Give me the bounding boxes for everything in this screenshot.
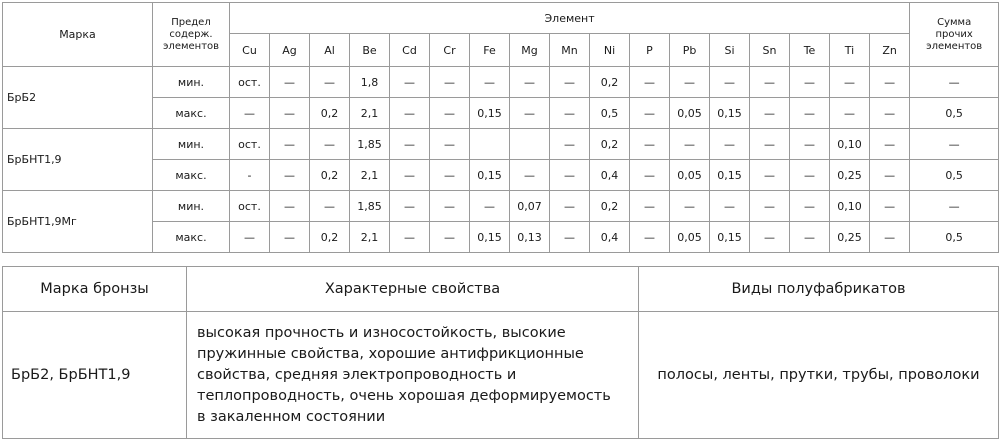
value-cell: 0,4 xyxy=(590,160,630,191)
value-cell: — xyxy=(910,191,999,222)
value-cell: — xyxy=(390,222,430,253)
value-cell: 0,10 xyxy=(830,191,870,222)
value-cell: — xyxy=(710,67,750,98)
value-cell: — xyxy=(430,129,470,160)
value-cell: — xyxy=(870,222,910,253)
limit-label-cell: макс. xyxy=(153,160,230,191)
value-cell: 0,5 xyxy=(910,222,999,253)
composition-table xyxy=(2,2,999,253)
table-row xyxy=(3,129,999,160)
value-cell: — xyxy=(790,191,830,222)
value-cell: 0,25 xyxy=(830,222,870,253)
value-cell: — xyxy=(630,191,670,222)
value-cell: — xyxy=(430,191,470,222)
value-cell: 0,10 xyxy=(830,129,870,160)
limit-label-cell: мин. xyxy=(153,67,230,98)
properties-row xyxy=(3,312,999,439)
value-cell: — xyxy=(870,129,910,160)
value-cell: — xyxy=(550,160,590,191)
value-cell: — xyxy=(550,191,590,222)
properties-text xyxy=(187,312,639,439)
value-cell: — xyxy=(630,160,670,191)
value-cell: — xyxy=(550,98,590,129)
properties-products: полосы, ленты, прутки, трубы, проволоки xyxy=(639,312,999,439)
value-cell: 1,85 xyxy=(350,191,390,222)
value-cell: — xyxy=(550,129,590,160)
value-cell: — xyxy=(270,67,310,98)
value-cell: — xyxy=(430,222,470,253)
value-cell: — xyxy=(790,160,830,191)
limit-label-cell: мин. xyxy=(153,129,230,160)
value-cell: ост. xyxy=(230,191,270,222)
value-cell: ост. xyxy=(230,67,270,98)
value-cell: — xyxy=(470,191,510,222)
value-cell: — xyxy=(270,160,310,191)
value-cell: 0,05 xyxy=(670,222,710,253)
value-cell: 0,05 xyxy=(670,98,710,129)
value-cell: 0,15 xyxy=(470,160,510,191)
value-cell: — xyxy=(510,98,550,129)
value-cell: 0,15 xyxy=(470,98,510,129)
value-cell: — xyxy=(750,222,790,253)
value-cell: — xyxy=(230,98,270,129)
table-row xyxy=(3,160,999,191)
value-cell: — xyxy=(390,160,430,191)
value-cell: — xyxy=(310,129,350,160)
element-symbol: Pb xyxy=(670,34,710,67)
value-cell: 0,5 xyxy=(590,98,630,129)
element-symbol: Al xyxy=(310,34,350,67)
value-cell: — xyxy=(750,67,790,98)
value-cell: - xyxy=(230,160,270,191)
element-symbol: Cu xyxy=(230,34,270,67)
value-cell: 0,13 xyxy=(510,222,550,253)
table-row xyxy=(3,191,999,222)
value-cell: — xyxy=(870,67,910,98)
value-cell: 0,07 xyxy=(510,191,550,222)
header-limit-line: Предел xyxy=(171,16,211,28)
value-cell: 0,2 xyxy=(310,98,350,129)
value-cell: — xyxy=(670,129,710,160)
element-symbol: P xyxy=(630,34,670,67)
header-marka: Марка xyxy=(3,3,153,67)
value-cell: — xyxy=(310,67,350,98)
value-cell: — xyxy=(750,98,790,129)
element-symbol: Te xyxy=(790,34,830,67)
value-cell: 0,2 xyxy=(590,67,630,98)
value-cell: 0,4 xyxy=(590,222,630,253)
value-cell: — xyxy=(710,191,750,222)
header-other-line: прочих xyxy=(935,28,973,40)
value-cell: — xyxy=(630,67,670,98)
table-row xyxy=(3,67,999,98)
value-cell: — xyxy=(710,129,750,160)
value-cell: 0,25 xyxy=(830,160,870,191)
value-cell: — xyxy=(430,67,470,98)
value-cell: — xyxy=(870,98,910,129)
value-cell: — xyxy=(630,222,670,253)
value-cell: 1,8 xyxy=(350,67,390,98)
value-cell: — xyxy=(910,67,999,98)
element-symbol: Mn xyxy=(550,34,590,67)
element-symbol: Be xyxy=(350,34,390,67)
value-cell: 0,15 xyxy=(470,222,510,253)
value-cell: — xyxy=(510,160,550,191)
value-cell: 2,1 xyxy=(350,160,390,191)
grade-cell: БрБНТ1,9Мг xyxy=(3,191,153,253)
value-cell: — xyxy=(870,191,910,222)
properties-line: свойства, средняя электропроводность и xyxy=(197,366,517,383)
value-cell: — xyxy=(470,67,510,98)
properties-line: пружинные свойства, хорошие антифрикционные xyxy=(197,345,584,362)
table-row xyxy=(3,222,999,253)
grade-cell: БрБ2 xyxy=(3,67,153,129)
value-cell: — xyxy=(910,129,999,160)
value-cell: 0,5 xyxy=(910,160,999,191)
value-cell: — xyxy=(430,98,470,129)
element-symbol: Cr xyxy=(430,34,470,67)
grade-cell: БрБНТ1,9 xyxy=(3,129,153,191)
properties-grade: БрБ2, БрБНТ1,9 xyxy=(3,312,187,439)
properties-table xyxy=(2,266,999,439)
value-cell: — xyxy=(830,67,870,98)
properties-line: теплопроводность, очень хорошая деформируемость xyxy=(197,387,611,404)
value-cell: 1,85 xyxy=(350,129,390,160)
value-cell: — xyxy=(270,129,310,160)
value-cell: 0,2 xyxy=(310,160,350,191)
limit-label-cell: макс. xyxy=(153,222,230,253)
value-cell: — xyxy=(790,222,830,253)
value-cell: 0,5 xyxy=(910,98,999,129)
header-products: Виды полуфабрикатов xyxy=(639,267,999,312)
value-cell: — xyxy=(750,129,790,160)
value-cell: — xyxy=(390,67,430,98)
properties-header-row xyxy=(3,267,999,312)
value-cell: — xyxy=(550,67,590,98)
value-cell: — xyxy=(870,160,910,191)
value-cell: — xyxy=(550,222,590,253)
value-cell: 2,1 xyxy=(350,98,390,129)
value-cell: — xyxy=(750,191,790,222)
value-cell: — xyxy=(670,67,710,98)
table-row xyxy=(3,98,999,129)
header-properties: Характерные свойства xyxy=(187,267,639,312)
value-cell: 0,15 xyxy=(710,222,750,253)
value-cell: — xyxy=(270,98,310,129)
value-cell: 0,2 xyxy=(590,191,630,222)
value-cell xyxy=(510,129,550,160)
value-cell xyxy=(470,129,510,160)
header-limit xyxy=(153,3,230,67)
properties-line: высокая прочность и износостойкость, высокие xyxy=(197,324,566,341)
header-other xyxy=(910,3,999,67)
header-limit-line: содерж. xyxy=(169,28,213,40)
element-symbol: Ni xyxy=(590,34,630,67)
value-cell: — xyxy=(390,191,430,222)
element-symbol: Ti xyxy=(830,34,870,67)
header-element: Элемент xyxy=(230,3,910,34)
value-cell: 0,15 xyxy=(710,98,750,129)
element-symbol: Mg xyxy=(510,34,550,67)
header-limit-line: элементов xyxy=(162,40,220,52)
value-cell: — xyxy=(430,160,470,191)
element-symbol: Fe xyxy=(470,34,510,67)
value-cell: — xyxy=(630,129,670,160)
value-cell: — xyxy=(510,67,550,98)
header-grade: Марка бронзы xyxy=(3,267,187,312)
value-cell: — xyxy=(630,98,670,129)
value-cell: — xyxy=(390,98,430,129)
value-cell: 0,05 xyxy=(670,160,710,191)
value-cell: — xyxy=(750,160,790,191)
value-cell: — xyxy=(670,191,710,222)
value-cell: — xyxy=(790,129,830,160)
value-cell: — xyxy=(310,191,350,222)
value-cell: 0,15 xyxy=(710,160,750,191)
header-other-line: элементов xyxy=(926,40,983,52)
value-cell: 2,1 xyxy=(350,222,390,253)
limit-label-cell: макс. xyxy=(153,98,230,129)
element-symbol: Zn xyxy=(870,34,910,67)
header-other-line: Сумма xyxy=(937,16,972,28)
element-symbol: Sn xyxy=(750,34,790,67)
value-cell: — xyxy=(390,129,430,160)
element-symbol: Cd xyxy=(390,34,430,67)
element-symbol: Si xyxy=(710,34,750,67)
value-cell: — xyxy=(790,67,830,98)
value-cell: — xyxy=(270,191,310,222)
value-cell: 0,2 xyxy=(310,222,350,253)
value-cell: — xyxy=(230,222,270,253)
limit-label-cell: мин. xyxy=(153,191,230,222)
value-cell: — xyxy=(270,222,310,253)
value-cell: — xyxy=(790,98,830,129)
element-symbol: Ag xyxy=(270,34,310,67)
value-cell: 0,2 xyxy=(590,129,630,160)
value-cell: — xyxy=(830,98,870,129)
properties-line: в закаленном состоянии xyxy=(197,408,386,425)
value-cell: ост. xyxy=(230,129,270,160)
